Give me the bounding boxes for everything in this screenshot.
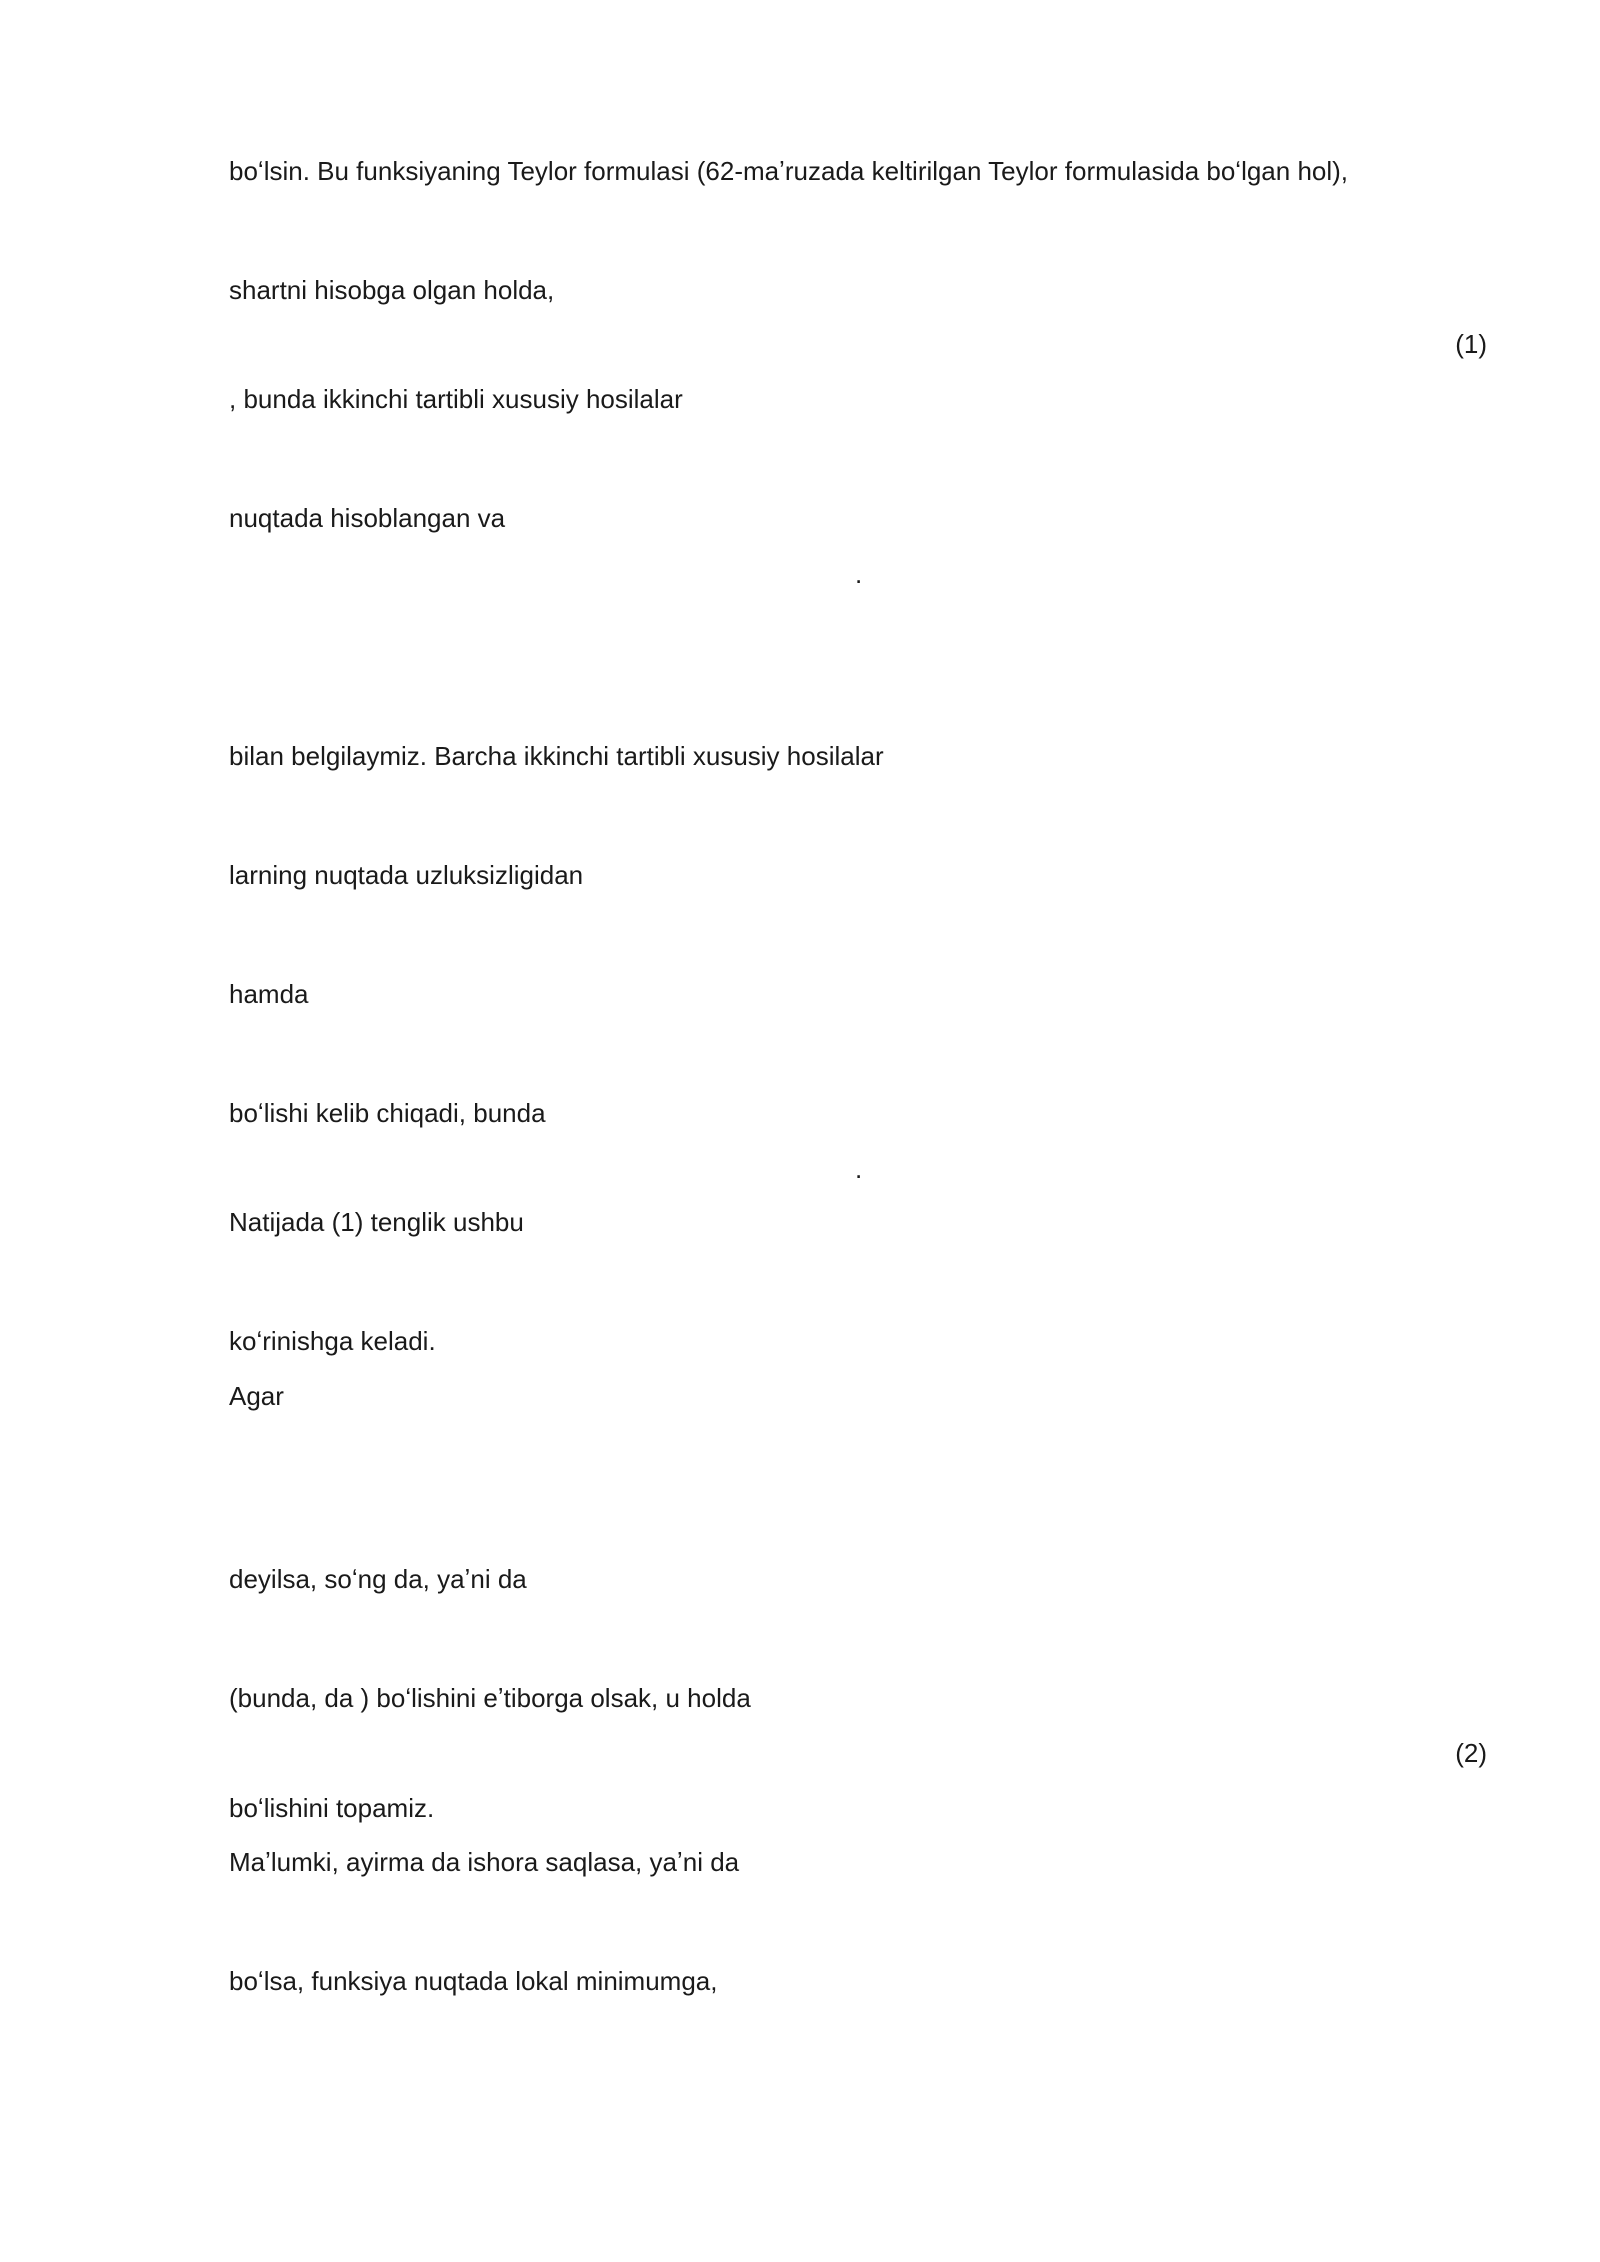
text-line-6: larning nuqtada uzluksizligidan — [229, 860, 584, 890]
text-line-9: Natijada (1) tenglik ushbu — [229, 1207, 524, 1237]
text-line-11: Agar — [229, 1381, 284, 1411]
text-line-2: shartni hisobga olgan holda, — [229, 275, 555, 305]
text-line-4: nuqtada hisoblangan va — [229, 503, 506, 533]
text-line-1: boʻlsin. Bu funksiyaning Teylor formulasi (62-maʼruzada keltirilgan Teylor formulasida boʻlgan hol), — [229, 156, 1349, 186]
text-line-13: (bunda, da ) boʻlishini eʼtiborga olsak, u holda — [229, 1683, 751, 1713]
equation-number-1: (1) — [1455, 329, 1487, 359]
text-line-7: hamda — [229, 979, 309, 1009]
text-line-12: deyilsa, soʻng da, yaʼni da — [229, 1564, 527, 1594]
formula-dot-1: . — [855, 559, 863, 589]
text-line-14: boʻlishini topamiz. — [229, 1793, 435, 1823]
text-line-8: boʻlishi kelib chiqadi, bunda — [229, 1098, 546, 1128]
text-line-15: Maʼlumki, ayirma da ishora saqlasa, yaʼni da — [229, 1847, 740, 1877]
text-line-16: boʻlsa, funksiya nuqtada lokal minimumga, — [229, 1966, 718, 1996]
text-line-5: bilan belgilaymiz. Barcha ikkinchi tartibli xususiy hosilalar — [229, 741, 884, 771]
formula-dot-2: . — [855, 1154, 863, 1184]
equation-number-2: (2) — [1455, 1738, 1487, 1768]
text-line-3: , bunda ikkinchi tartibli xususiy hosilalar — [229, 384, 683, 414]
text-line-10: koʻrinishga keladi. — [229, 1326, 436, 1356]
